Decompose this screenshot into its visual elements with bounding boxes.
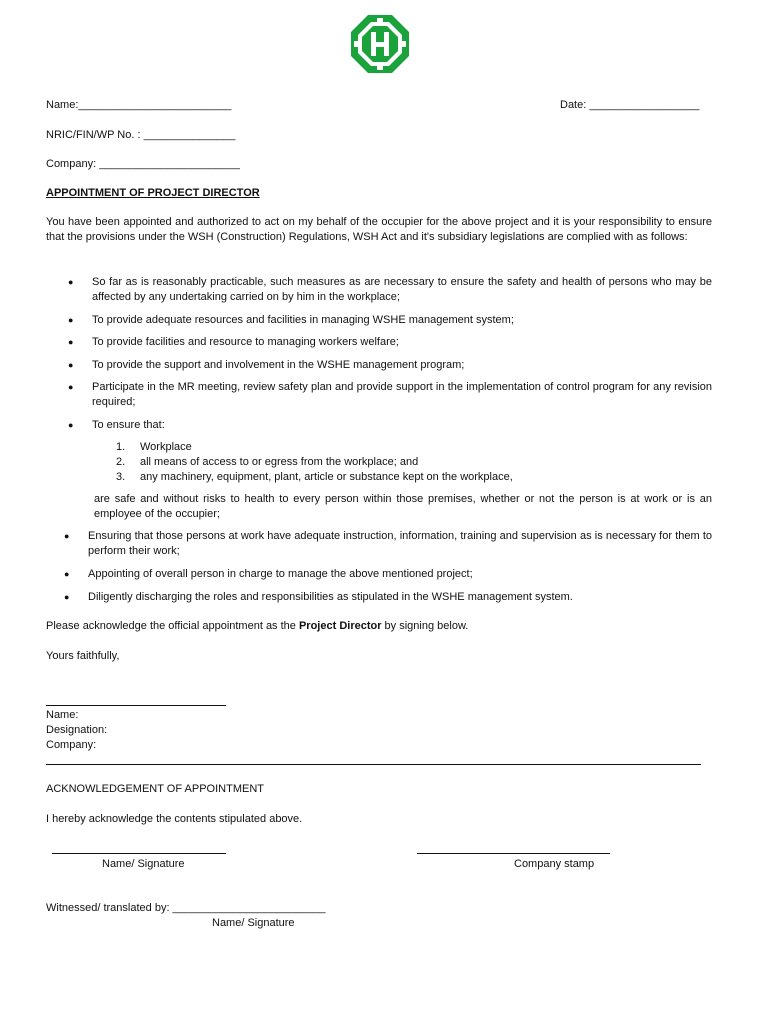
sub-item-text: Workplace [140, 441, 192, 453]
list-item-text: Diligently discharging the roles and responsibilities as stipulated in the WSHE management system. [88, 591, 573, 603]
acknowledge-request [46, 619, 468, 633]
sub-item-text: all means of access to or egress from the workplace; and [140, 456, 419, 468]
company-field[interactable]: Company: _______________________ [46, 158, 240, 170]
witness-signature-label: Name/ Signature [212, 917, 295, 929]
list-item-text: To provide facilities and resource to managing workers welfare; [92, 336, 399, 348]
section-divider [46, 764, 701, 765]
acknowledgement-text: I hereby acknowledge the contents stipulated above. [46, 813, 303, 825]
acknowledge-post: by signing below. [381, 620, 469, 632]
sub-list-item [116, 470, 513, 484]
acknowledgement-title: ACKNOWLEDGEMENT OF APPOINTMENT [46, 783, 264, 795]
list-item-text: To ensure that: [92, 419, 165, 431]
closing-salutation: Yours faithfully, [46, 650, 120, 662]
bullet-icon: ● [68, 382, 74, 392]
company-stamp-label: Company stamp [514, 858, 595, 870]
list-item-text: So far as is reasonably practicable, such measures as are necessary to ensure the safety and health of persons who may be affected by any undertaking carried on by him in the workplace; [92, 276, 712, 303]
list-item-text: To provide the support and involvement in the WSHE management program; [92, 359, 465, 371]
list-item-text: Participate in the MR meeting, review safety plan and provide support in the implementation of control program for any revision required; [92, 381, 712, 408]
list-item-text: To provide adequate resources and facilities in managing WSHE management system; [92, 314, 514, 326]
bullet-icon: ● [68, 420, 74, 430]
sub-item-text: any machinery, equipment, plant, article or substance kept on the workplace, [140, 471, 513, 483]
bullet-icon: ● [68, 360, 74, 370]
intro-paragraph: You have been appointed and authorized to act on my behalf of the occupier for the above project and it is your responsibility to ensure that the provisions under the WSH (Construction) Regulations, WSH Act and it's subsidiary legislations are complied with as follows: [46, 216, 712, 243]
bullet-icon: ● [64, 569, 70, 579]
bullet-icon: ● [64, 592, 70, 602]
acknowledge-pre: Please acknowledge the official appointment as the [46, 620, 299, 632]
signature-line[interactable] [46, 705, 226, 706]
nric-field[interactable]: NRIC/FIN/WP No. : _______________ [46, 129, 236, 141]
signatory-designation-label: Designation: [46, 724, 108, 736]
acknowledger-signature-label: Name/ Signature [102, 858, 185, 870]
list-item-text: Appointing of overall person in charge to manage the above mentioned project; [88, 568, 473, 580]
company-logo [351, 15, 409, 73]
bullet-icon: ● [68, 337, 74, 347]
bullet-icon: ● [68, 315, 74, 325]
sub-item-number: 2. [116, 456, 126, 468]
bullet-icon: ● [64, 531, 70, 541]
sub-list-item [116, 455, 418, 469]
signatory-name-label: Name: [46, 709, 79, 721]
document-title: APPOINTMENT OF PROJECT DIRECTOR [46, 187, 260, 199]
company-stamp-line[interactable] [417, 853, 610, 854]
date-field[interactable]: Date: __________________ [560, 99, 700, 111]
sub-item-number: 1. [116, 441, 126, 453]
list-item-text: Ensuring that those persons at work have adequate instruction, information, training and supervision as is necessary for them to perform their work; [88, 530, 712, 557]
witness-field[interactable]: Witnessed/ translated by: _________________________ [46, 902, 326, 914]
signatory-company-label: Company: [46, 739, 97, 751]
name-field[interactable]: Name:_________________________ [46, 99, 232, 111]
role-name: Project Director [298, 620, 382, 632]
sub-item-number: 3. [116, 471, 126, 483]
acknowledger-signature-line[interactable] [52, 853, 226, 854]
sub-list-item [116, 440, 192, 454]
sub-conclusion: are safe and without risks to health to every person within those premises, whether or not the person is at work or is an employee of the occupier; [94, 493, 712, 520]
bullet-icon: ● [68, 277, 74, 287]
